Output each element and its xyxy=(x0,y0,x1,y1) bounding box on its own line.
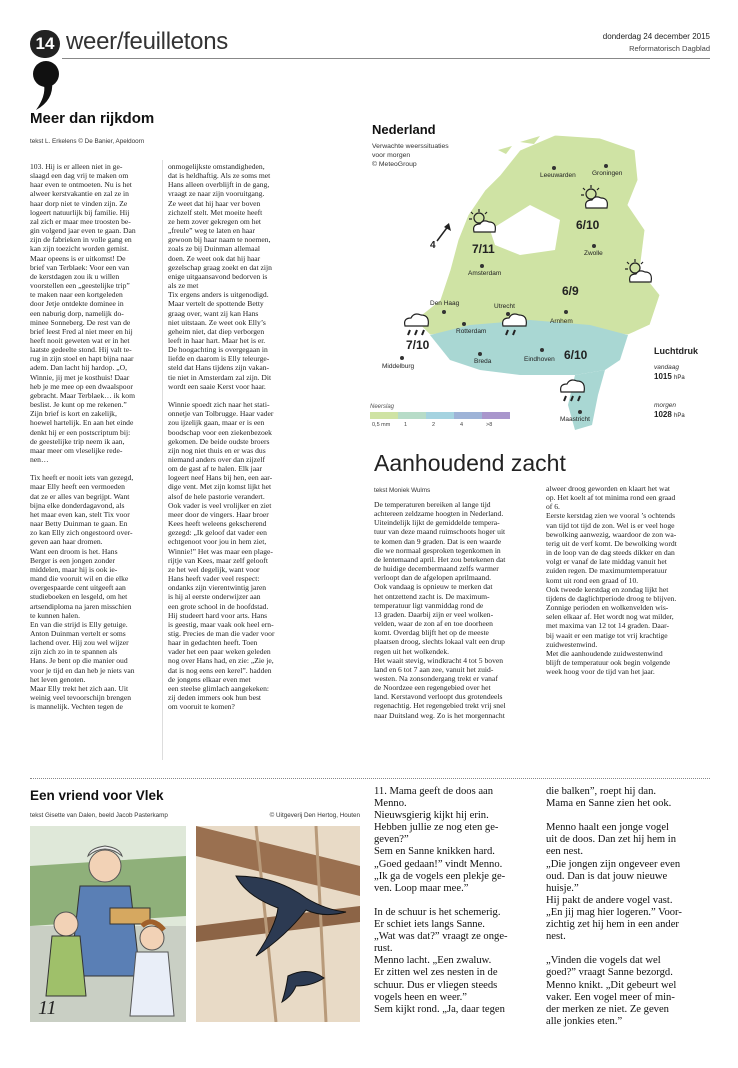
legend-tick: 2 xyxy=(432,422,436,428)
city-dot xyxy=(540,348,544,352)
sun-cloud-icon xyxy=(622,258,656,286)
legend-title: Neerslag xyxy=(370,404,395,410)
publisher-credit: © Uitgeverij Den Hertog, Houten xyxy=(269,812,360,819)
temp-east: 6/9 xyxy=(562,284,579,298)
article-byline: tekst Gisette van Dalen, beeld Jacob Pasterkamp xyxy=(30,812,168,819)
legend-tick: 4 xyxy=(460,422,464,428)
map-title: Nederland xyxy=(372,122,436,137)
city-amsterdam: Amsterdam xyxy=(468,270,502,277)
section-title: weer/feuilletons xyxy=(66,28,228,55)
legend-tick: 1 xyxy=(404,422,408,428)
page-header xyxy=(30,30,710,60)
city-leeuwarden: Leeuwarden xyxy=(540,172,576,179)
rain-cloud-icon xyxy=(400,310,434,338)
article-column: alweer droog geworden en klaart het wat op. Het koelt af tot minima rond een graad of 6. Eerste kerstdag zien we vooral ’s ochtends van tijd tot tijd de zon. Wel is er veel hoge bewolking aanwezig, waardoor de zon wa- terig uit de verf komt. De bewolking wordt in de loop van de dag steeds dikker en dan volgt er vanaf de late middag vanuit het zuiden regen. De maximumtemperatuur komt uit rond een graad of 10. Ook tweede kerstdag en zondag lijkt het tijdens de daglichtperiode droog te blijven. Zonnige perioden en wolkenvelden wis- selen elkaar af. Het wordt nog wat milder, met maxima van 12 tot 14 graden. Daar- bij waait er een matige tot vrij krachtige zuidwestenwind. Met die aanhoudende zuidwestenwind blijft de temperatuur ook begin volgende week hoog voor de tijd van het jaar. xyxy=(546,484,677,677)
city-dot xyxy=(442,310,446,314)
temp-north: 6/10 xyxy=(576,218,600,232)
city-den-haag: Den Haag xyxy=(430,300,460,307)
city-maastricht: Maastricht xyxy=(560,416,590,423)
article-byline: tekst Moniek Wulms xyxy=(374,487,431,494)
article-title: Een vriend voor Vlek xyxy=(30,788,164,803)
illustration-art xyxy=(30,826,186,1022)
map-subtitle: Verwachte weerssituaties voor morgen © MeteoGroup xyxy=(372,143,449,168)
city-groningen: Groningen xyxy=(592,170,623,177)
illustration-father-children xyxy=(30,826,186,1022)
article-column: De temperaturen bereiken al lange tijd achtereen zeldzame hoogten in Nederland. Uiteindelijk lijkt de gemiddelde tempera- tuur van deze maand ruimschoots hoger uit te komen dan 9 graden. Dat is een waarde die we normaal gesproken tegenkomen in de lentemaand april. Het zou betekenen dat de huidige decembermaand zelfs warmer verloopt dan de afgelopen aprilmaand. Ook vandaag is opnieuw te merken dat het ontzettend zacht is. De maximum- temperatuur ligt vanmiddag rond de 13 graden. Daarbij zijn er veel wolken- velden, waar de zon af en toe doorheen komt. Overdag blijft het op de meeste plaatsen droog, slechts lokaal valt een drup regen uit het wolkendek. Het waait stevig, windkracht 4 tot 5 boven land en 6 tot 7 aan zee, vanuit het zuid- westen. Na zonsondergang trekt er vanaf de Noordzee een regengebied over het land. Kerstavond verloopt dus grotendeels regenachtig. Het regengebied trekt vrij snel naar Duitsland weg. Zo is het morgennacht xyxy=(374,500,506,720)
weather-map xyxy=(370,120,710,440)
city-arnhem: Arnhem xyxy=(550,318,573,325)
legend-tick: >8 xyxy=(486,422,493,428)
city-zwolle: Zwolle xyxy=(584,250,603,257)
city-dot xyxy=(478,352,482,356)
wind-arrow-icon xyxy=(434,220,454,244)
sun-cloud-icon xyxy=(578,184,612,212)
city-dot xyxy=(462,322,466,326)
story-column: die balken”, roept hij dan. Mama en Sanne zien het ook. Menno haalt een jonge vogel uit de doos. Dan zet hij hem in een nest. „Die jongen zijn ongeveer even oud. Dan is dat jouw nieuwe huisje.” Hij pakt de andere vogel vast. „En jij mag hier logeren.” Voor- zichtig zet hij hem in een ander nest. „Vinden die vogels dat wel goed?” vraagt Sanne bezorgd. Menno knikt. „Dit gebeurt wel vaker. Een vogel meer of min- der merken ze niet. Ze geven alle jonkies eten.” xyxy=(546,786,682,1027)
page-number: 14 xyxy=(30,30,60,58)
section-divider xyxy=(30,778,710,779)
story-column: 11. Mama geeft de doos aan Menno. Nieuwsgierig kijkt hij erin. Hebben jullie ze nog eten ge- geven?” Sem en Sanne knikken hard. „Goed gedaan!” vindt Menno. „Ik ga de vogels een plekje ge- ven. Loop maar mee.” In de schuur is het schemerig. Er schiet iets langs Sanne. „Wat was dat?” vraagt ze onge- rust. Menno lacht. „Een zwaluw. Er zitten wel zes nesten in de schuur. Dus er vliegen steeds vogels heen en weer.” Sem kijkt rond. „Ja, daar tegen xyxy=(374,786,508,1015)
rain-cloud-icon xyxy=(498,310,532,338)
temp-southeast: 6/10 xyxy=(564,348,588,362)
city-middelburg: Middelburg xyxy=(382,363,415,370)
precip-legend xyxy=(370,412,510,419)
city-dot xyxy=(480,264,484,268)
temp-west: 7/11 xyxy=(472,242,495,256)
legend-tick: 0,5 mm xyxy=(372,422,391,428)
pressure-tomorrow: 1028 hPa xyxy=(654,410,685,419)
article-title: Aanhoudend zacht xyxy=(374,450,566,476)
city-breda: Breda xyxy=(474,358,492,365)
wind-force: 4 xyxy=(430,240,436,251)
city-eindhoven: Eindhoven xyxy=(524,356,555,363)
pressure-today-label: vandaag xyxy=(654,364,679,371)
pressure-tomorrow-label: morgen xyxy=(654,402,677,409)
pressure-title: Luchtdruk xyxy=(654,346,698,356)
column-divider xyxy=(162,160,163,760)
illustration-art xyxy=(196,826,360,1022)
sun-cloud-icon xyxy=(466,208,500,236)
header-paper: Reformatorisch Dagblad xyxy=(629,44,710,53)
comma-ornament-icon xyxy=(30,58,62,112)
pressure-today: 1015 hPa xyxy=(654,372,685,381)
header-date: donderdag 24 december 2015 xyxy=(602,32,710,41)
article-title: Meer dan rijkdom xyxy=(30,110,155,127)
article-column: 103. Hij is er alleen niet in ge- slaagd een dag vrij te maken om haar even te ontmoeten. Nu is het alweer kerstvakantie en zal ze in haar dorp niet te vinden zijn. Ze logeert natuurlijk bij familie. Hij zal zich er maar mee troosten be- gin volgend jaar even te gaan. Dan zijn de fabrieken in volle gang en kan zijn toezicht worden gemist. Maar opeens is er uitkomst! De brief van Terblaek: Voor een van de kerstdagen zou ik u willen voorstellen een „geestelijke trip” te maken naar een kortgeleden door Jetje ontdekte dominee in een naburig dorp, namelijk do- minee Sonneberg. De rest van de brief leest Fred al niet meer en hij heeft nooit geweten wat er in het laatste gedeelte stond. Hij valt te- rug in zijn stoel en hapt bijna naar adem. Dan lacht hij hardop. „O, Winnie, jij met je kosthuis! Daar heb je me mee op een dwaalspoor gebracht. Maar Terblaek… ik kom beslist. Je kunt op me rekenen.” Zijn brief is kort en zakelijk, hoewel hartelijk. En aan het einde denkt hij er een postscriptum bij: de geestelijke trip neem ik aan, maar meer om vleselijke rede- nen… Tix heeft er nooit iets van gezegd, maar Elly heeft een vermoeden dat ze er alles van begrijpt. Want bijna elke donderdagavond, als het maar even kan, stelt Tix voor naar Betty Duinman te gaan. En zo kan Elly zich ongestoord over- geven aan haar dromen. Want een droom is het. Hans Berger is een jongen zonder middelen, maar hij is ook ie- mand die vooruit wil en die elke overgespaarde cent uitgeeft aan studieboeken en lesgeld, om het artsendiploma na jaren misschien te kunnen halen. En van die strijd is Elly getuige. Anton Duinman vertelt er soms lachend over. Hij zou wel wijzer zijn zich zo in te spannen als Hans. Je bent op die manier oud voor je tijd en dan heb je niets van het leven genoten. Maar Elly trekt het zich aan. Uit weinig veel tevoorschijn brengen is mannelijk. Vechten tegen de xyxy=(30,162,136,712)
city-rotterdam: Rotterdam xyxy=(456,328,487,335)
city-dot xyxy=(578,410,582,414)
illustration-swallows xyxy=(196,826,360,1022)
city-dot xyxy=(604,164,608,168)
city-dot xyxy=(564,310,568,314)
article-byline: tekst L. Erkelens © De Banier, Apeldoorn xyxy=(30,138,145,145)
city-dot xyxy=(592,244,596,248)
temp-southwest: 7/10 xyxy=(406,338,430,352)
article-column: onmogelijkste omstandigheden, dat is heldhaftig. Als ze soms met Hans alleen overblijft in de gang, vraagt ze naar zijn vooruitgang. Ze weet dat hij haar ver boven zichzelf stelt. Met moeite heeft ze hem zover gekregen om het „freule” weg te laten en haar gewoon bij haar naam te noemen, zoals ze bij Duinman allemaal doen. Ze weet ook dat hij haar gezelschap graag zoekt en dat zijn enige uitgaansavond bedorven is als ze met Tix ergens anders is uitgenodigd. Maar vertelt de spottende Betty graag over, want zij kan Hans niet uitstaan. Ze weet ook Elly’s geheim niet, dat diep verborgen leeft in haar hart. Maar het is er. De hoogachting is overgegaan in liefde en daarom is Elly teleurge- steld dat Hans tijdens zijn vakan- tie niet in Amsterdam zal zijn. Dit wordt een saaie Kerst voor haar. Winnie spoedt zich naar het stati- onnetje van Tolbrugge. Haar vader zou ijzelijk gaan, maar er is een boodschap voor een ziekenbezoek gekomen. De beide oudste broers zijn nog niet thuis en er was dus niemand anders over dan zijzelf om de gast af te halen. Elk jaar logeert neef Hans bij hen, een aar- dige vent. Met zijn komst lijkt het alsof de hele pastorie verandert. Ook vader is veel vrolijker en ziet meer door de vingers. Haar broer Kees heeft weleens gekscherend gezegd: „Ik geloof dat vader een echtgenoot voor jou in hem ziet, Winnie!” Het was maar een plage- rijtje van Kees, maar zelf gelooft ze het wel degelijk, want voor Hans heeft vader veel respect: ondanks zijn vierentwintig jaren is hij al eerste onderwijzer aan een grote school in de hoofdstad. Hij studeert hard voor arts. Hans is geestig, maar vaak ook heel ern- stig. Precies de man die vader voor haar in gedachten heeft. Toen vader het een paar weken geleden nog over Hans had, en zie: „Zie je, dat is nog eens een kerel”. hadden de jongens elkaar even met een steelse glimlach aangekeken: zij deden immers ook hun best om vooruit te komen? xyxy=(168,162,275,712)
header-rule xyxy=(62,58,710,59)
city-dot xyxy=(400,356,404,360)
image-number: 11 xyxy=(38,997,57,1019)
rain-cloud-icon xyxy=(556,376,590,404)
city-utrecht: Utrecht xyxy=(494,303,515,310)
city-dot xyxy=(552,166,556,170)
